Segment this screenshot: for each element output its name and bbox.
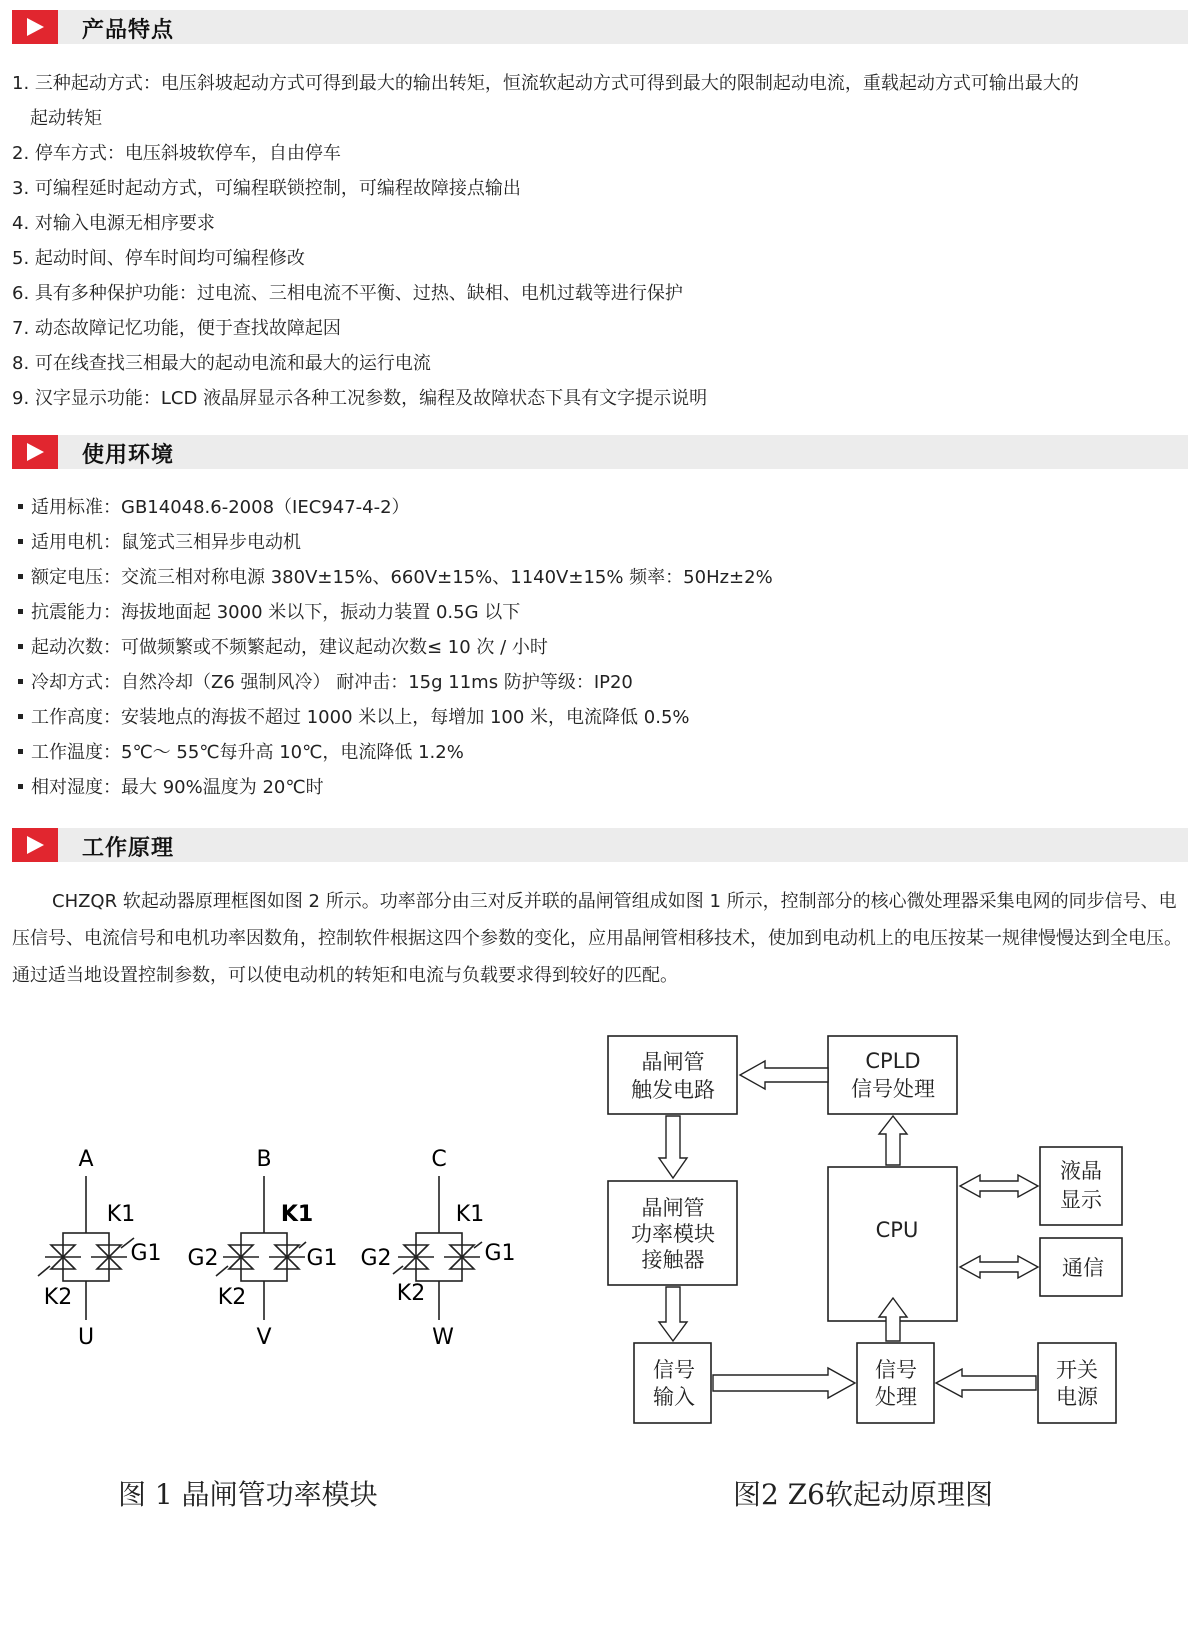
thyristor-module-b bbox=[187, 1147, 337, 1350]
environment-item-text: 起动次数：可做频繁或不频繁起动，建议起动次数≤ 10 次 / 小时 bbox=[31, 637, 548, 658]
block-label: CPLD bbox=[865, 1049, 921, 1073]
section-title: 产品特点 bbox=[82, 18, 175, 43]
environment-item-text: 工作高度：安装地点的海拔不超过 1000 米以上，每增加 100 米，电流降低 0.5% bbox=[31, 707, 690, 728]
block-label: 触发电路 bbox=[631, 1078, 715, 1102]
arrow-power-to-input bbox=[659, 1287, 687, 1341]
block-label: 处理 bbox=[875, 1385, 917, 1409]
bullet-icon bbox=[18, 749, 23, 754]
block-label: 功率模块 bbox=[631, 1222, 715, 1246]
phase-label-top: B bbox=[256, 1147, 272, 1172]
block-label: CPU bbox=[875, 1218, 919, 1242]
bullet-icon bbox=[18, 504, 23, 509]
k1-label: K1 bbox=[280, 1202, 314, 1227]
feature-item: 1. 三种起动方式：电压斜坡起动方式可得到最大的输出转矩，恒流软起动方式可得到最大的限制起动电流，重载起动方式可输出最大的 bbox=[12, 73, 1079, 94]
figure1-diagram bbox=[0, 1130, 560, 1360]
block-label: 显示 bbox=[1060, 1188, 1102, 1212]
bullet-icon bbox=[18, 644, 23, 649]
section-header-features bbox=[12, 10, 1188, 44]
feature-item: 3. 可编程延时起动方式，可编程联锁控制，可编程故障接点输出 bbox=[12, 178, 521, 199]
bullet-icon bbox=[18, 609, 23, 614]
feature-item: 4. 对输入电源无相序要求 bbox=[12, 213, 215, 234]
block-label: 开关 bbox=[1056, 1358, 1098, 1382]
feature-item: 9. 汉字显示功能：LCD 液晶屏显示各种工况参数，编程及故障状态下具有文字提示说明 bbox=[12, 388, 708, 409]
environment-item bbox=[12, 532, 301, 554]
play-icon bbox=[12, 10, 58, 44]
phase-label-bottom: W bbox=[432, 1325, 454, 1350]
block-signal-input bbox=[634, 1343, 711, 1423]
environment-item-text: 适用标准：GB14048.6-2008（IEC947-4-2） bbox=[31, 497, 410, 518]
feature-item: 起动转矩 bbox=[30, 108, 102, 129]
feature-item: 2. 停车方式：电压斜坡软停车，自由停车 bbox=[12, 143, 341, 164]
environment-item-text: 相对湿度：最大 90%温度为 20℃时 bbox=[31, 777, 324, 798]
arrow-cpu-to-cpld bbox=[879, 1116, 907, 1165]
environment-item-text: 抗震能力：海拔地面起 3000 米以下，振动力装置 0.5G 以下 bbox=[31, 602, 521, 623]
block-label: 通信 bbox=[1062, 1256, 1104, 1280]
environment-item-text: 工作温度：5℃～ 55℃每升高 10℃，电流降低 1.2% bbox=[31, 742, 464, 763]
g1-label: G1 bbox=[484, 1241, 516, 1266]
arrow-cpld-to-trigger bbox=[740, 1061, 828, 1089]
g2-label: G2 bbox=[187, 1246, 219, 1271]
block-cpld bbox=[828, 1036, 957, 1114]
section-title: 工作原理 bbox=[82, 836, 175, 861]
k1-label: K1 bbox=[106, 1202, 136, 1227]
block-label: 晶闸管 bbox=[641, 1196, 705, 1220]
play-icon bbox=[12, 828, 58, 862]
g1-label: G1 bbox=[130, 1241, 162, 1266]
environment-item-text: 冷却方式：自然冷却（Z6 强制风冷） 耐冲击：15g 11ms 防护等级：IP20 bbox=[31, 672, 633, 693]
environment-item-text: 额定电压：交流三相对称电源 380V±15%、660V±15%、1140V±15% 频率：50Hz±2% bbox=[31, 567, 773, 588]
arrow-psu-to-process bbox=[936, 1369, 1036, 1397]
thyristor-module-a bbox=[38, 1147, 162, 1350]
block-power-supply bbox=[1038, 1343, 1116, 1423]
figure1-caption: 图 1 晶闸管功率模块 bbox=[118, 1478, 378, 1511]
block-label: 液晶 bbox=[1060, 1159, 1102, 1183]
block-trigger bbox=[608, 1036, 737, 1114]
environment-item bbox=[12, 637, 548, 659]
block-label: 接触器 bbox=[641, 1248, 705, 1272]
k2-label: K2 bbox=[396, 1281, 426, 1306]
block-label: 信号 bbox=[653, 1358, 695, 1382]
figure2-diagram bbox=[600, 1030, 1160, 1430]
environment-item-text: 适用电机：鼠笼式三相异步电动机 bbox=[31, 532, 301, 553]
environment-item bbox=[12, 602, 520, 624]
environment-item bbox=[12, 497, 410, 519]
section-title: 使用环境 bbox=[82, 443, 175, 468]
play-icon bbox=[12, 435, 58, 469]
phase-label-bottom: V bbox=[256, 1325, 272, 1350]
g2-label: G2 bbox=[360, 1246, 392, 1271]
phase-label-top: A bbox=[78, 1147, 94, 1172]
block-signal-process bbox=[857, 1343, 934, 1423]
environment-item bbox=[12, 672, 633, 694]
k2-label: K2 bbox=[43, 1285, 73, 1310]
section-header-principle bbox=[12, 828, 1188, 862]
block-label: 输入 bbox=[653, 1385, 695, 1409]
feature-item: 6. 具有多种保护功能：过电流、三相电流不平衡、过热、缺相、电机过载等进行保护 bbox=[12, 283, 683, 304]
principle-text: CHZQR 软起动器原理框图如图 2 所示。功率部分由三对反并联的晶闸管组成如图 1 所示，控制部分的核心微处理器采集电网的同步信号、电压信号、电流信号和电机功率因数角，控制软件根据这四个参数的变化，应用晶闸管相移技术，使加到电动机上的电压按某一规律慢慢达到全电压。通过适当地设置控制参数，可以使电动机的转矩和电流与负载要求得到较好的匹配。 bbox=[12, 891, 1182, 986]
phase-label-top: C bbox=[431, 1147, 447, 1172]
arrow-cpu-lcd bbox=[960, 1175, 1038, 1197]
block-label: 电源 bbox=[1056, 1385, 1098, 1409]
k2-label: K2 bbox=[217, 1285, 247, 1310]
feature-item: 7. 动态故障记忆功能，便于查找故障起因 bbox=[12, 318, 341, 339]
section-header-environment bbox=[12, 435, 1188, 469]
thyristor-module-c bbox=[360, 1147, 515, 1350]
principle-paragraph bbox=[12, 883, 1188, 994]
arrow-trigger-to-power bbox=[659, 1116, 687, 1178]
bullet-icon bbox=[18, 679, 23, 684]
phase-label-bottom: U bbox=[77, 1325, 95, 1350]
environment-item bbox=[12, 777, 324, 799]
bullet-icon bbox=[18, 539, 23, 544]
g1-label: G1 bbox=[306, 1246, 338, 1271]
bullet-icon bbox=[18, 574, 23, 579]
block-label: 信号 bbox=[875, 1358, 917, 1382]
environment-item bbox=[12, 707, 690, 729]
block-label: 晶闸管 bbox=[641, 1050, 705, 1074]
figure2-caption: 图2 Z6软起动原理图 bbox=[733, 1478, 993, 1511]
bullet-icon bbox=[18, 714, 23, 719]
bullet-icon bbox=[18, 784, 23, 789]
arrow-cpu-comm bbox=[960, 1256, 1038, 1278]
environment-item bbox=[12, 742, 464, 764]
block-label: 信号处理 bbox=[851, 1077, 935, 1101]
k1-label: K1 bbox=[455, 1202, 485, 1227]
feature-item: 5. 起动时间、停车时间均可编程修改 bbox=[12, 248, 305, 269]
arrow-input-to-process bbox=[713, 1368, 855, 1398]
environment-item bbox=[12, 567, 773, 589]
feature-item: 8. 可在线查找三相最大的起动电流和最大的运行电流 bbox=[12, 353, 431, 374]
